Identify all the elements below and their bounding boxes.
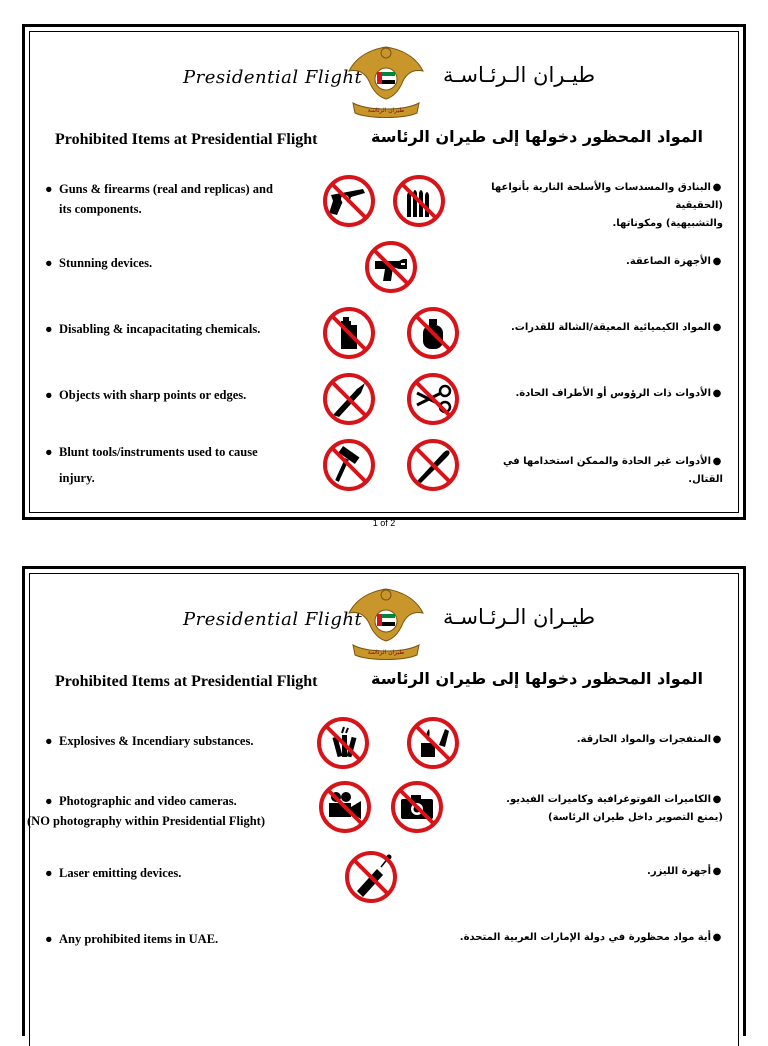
emblem-label: طيران الرئاسة <box>367 107 405 114</box>
item-text-en: ● Laser emitting devices. <box>45 866 182 880</box>
uae-eagle-emblem-icon <box>343 583 429 663</box>
video-camera-icon <box>317 779 373 835</box>
item-text-ar: ●المتفجرات والمواد الحارقة. <box>576 734 722 745</box>
gas-cylinder-icon <box>405 305 461 361</box>
page-title-en: Prohibited Items at Presidential Flight <box>55 131 318 148</box>
document-page-2 <box>22 566 746 1036</box>
lighter-icon <box>405 715 461 771</box>
stun-gun-icon <box>363 239 419 295</box>
baseball-bat-icon <box>405 437 461 493</box>
item-text-ar: ●المواد الكيميائية المعيقة/الشالة للقدرات. <box>511 322 722 333</box>
item-text-en: ● Blunt tools/instruments used to cause injury. <box>45 445 258 485</box>
laser-pointer-icon <box>343 849 399 905</box>
item-text-ar: ●البنادق والمسدسات والأسلحة النارية بأنواعها (الحقيقية والتشبيهية) ومكوناتها. <box>491 182 723 229</box>
item-text-en: ● Any prohibited items in UAE. <box>45 932 219 946</box>
item-text-en: ● Disabling & incapacitating chemicals. <box>45 322 261 336</box>
page-title-ar: المواد المحظور دخولها إلى طيران الرئاسة <box>371 669 703 688</box>
item-text-en: ● Stunning devices. <box>45 256 153 270</box>
revolver-icon <box>321 173 377 229</box>
brand-name-ar: طيـران الـرئـاسـة <box>443 63 596 87</box>
firecracker-icon <box>315 715 371 771</box>
page-header <box>25 583 743 663</box>
page-header <box>25 41 743 121</box>
document-page-1 <box>22 24 746 520</box>
item-text-en: ● Objects with sharp points or edges. <box>45 388 247 402</box>
item-text-ar: ●الأدوات ذات الرؤوس أو الأطراف الحادة. <box>515 388 722 399</box>
brand-name-en: Presidential Flight <box>183 609 363 630</box>
bullets-icon <box>391 173 447 229</box>
brand-name-en: Presidential Flight <box>183 67 363 88</box>
item-text-ar: ●أية مواد محظورة في دولة الإمارات العربية المتحدة. <box>459 932 722 943</box>
chemical-canister-icon <box>321 305 377 361</box>
item-text-en: ● Explosives & Incendiary substances. <box>45 734 254 748</box>
item-text-ar: ●الأجهزة الصاعقة. <box>626 256 722 267</box>
hammer-icon <box>321 437 377 493</box>
item-text-ar: ●الكاميرات الفوتوغرافية وكاميرات الفيديو. (يمنع التصوير داخل طيران الرئاسة) <box>506 794 723 823</box>
item-text-ar: ●الأدوات غير الحادة والممكن استخدامها في القتال. <box>502 456 723 485</box>
page-title-en: Prohibited Items at Presidential Flight <box>55 673 318 690</box>
page-title-ar: المواد المحظور دخولها إلى طيران الرئاسة <box>371 127 703 146</box>
scissors-icon <box>405 371 461 427</box>
brand-name-ar: طيـران الـرئـاسـة <box>443 605 596 629</box>
item-text-en: ● Photographic and video cameras. (NO photography within Presidential Flight) <box>27 794 265 828</box>
uae-eagle-emblem-icon <box>343 41 429 121</box>
knife-icon <box>321 371 377 427</box>
emblem-label: طيران الرئاسة <box>367 649 405 656</box>
page-number: 1 of 2 <box>372 518 396 528</box>
photo-camera-icon <box>389 779 445 835</box>
item-text-en: ● Guns & firearms (real and replicas) and its components. <box>45 182 273 216</box>
item-text-ar: ●أجهزة الليزر. <box>647 866 722 877</box>
